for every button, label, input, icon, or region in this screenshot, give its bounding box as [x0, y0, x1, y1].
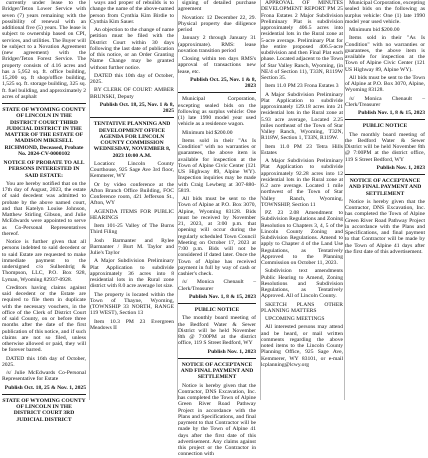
notice-paragraph: /s/ Julie McEdwards Co-Personal Representative for Estate — [2, 370, 86, 383]
publish-dates: Publish Oct. 25, Nov. 1 & 8, 2023 — [190, 76, 256, 89]
notice-paragraph: Notice is further given that all persons indebted to said decedent or to said Estate are requested to make immediate payment to the undersigned c/o Sulhenbrig & Thompson, LLC, P.O. Box 928, Lyman, Wyoming 82937-0928. — [2, 239, 86, 283]
notice-paragraph: Location: Lincoln County Courthouse, 925 Sage Ave 3rd floor, Kemmerer, WY — [90, 160, 174, 180]
notice-paragraph: Item 11.0 PM 23 Frona Estates 3 — [265, 83, 339, 90]
notice-paragraph: Creditors having claims against said decedent or the Estate are required to file them in duplicate with the necessary vouchers, in the office of the Clerk of District Court of said County, on or before three months after the date of the first publication of this notice, and if such claims are not so filed, unless otherwise allowed or paid, they will be forever barred. — [2, 284, 86, 354]
column-4 — [261, 0, 345, 400]
notice-paragraph: An objection to the change of name petition must be filed with the District Court within 30 days following the last date of publication of this notice, or an Order Granting Name Change may be granted without further notice. — [90, 27, 174, 71]
notice-separator — [345, 174, 425, 175]
notice-heading: PUBLIC NOTICE — [194, 307, 240, 313]
column-3 — [178, 0, 258, 458]
notice-paragraph: Novation: 12 December 22, 29. Physical property due diligence period — [178, 14, 256, 33]
notice-paragraph: All interested persons may attend and be heard, or mail written comments regarding the above noted items to the Lincoln County Planning Office, 925 Sage Ave, Kemmerer, WY 83101, or e-mail lcplanning@lcwy.org — [261, 324, 343, 368]
notice-paragraph: Notice is hereby given that the Contractor, DNS Excavation, Inc. has completed the Town of Alpine Green River Road Pathway Project in accordance with the Plans and Specifications, and final payment to that Contractor will be made by the Town of Alpine 41 days after the first date of this advertisement. Any claims against this project or the Contractor in connection with — [178, 382, 256, 458]
notice-separator — [2, 103, 86, 104]
notice-paragraph: ways and proper of rebuilds is to change the name of the above-named person from Cynthia Kim Birdie to Cynthia Kim Sauer. — [90, 0, 174, 25]
notice-paragraph: The monthly board meeting of the Bedford Water & Sewer District will be held November 8th @ 7:00PM at the district office, 119 S Street Bedford, WY — [345, 131, 425, 163]
notice-paragraph: All bids must be sent to the Town of Alpine at P.O. Box 3070, Alpine, Wyoming 83128. — [345, 74, 425, 94]
notice-paragraph: /s/ Monica Chenault – Clerk/Treasurer — [178, 279, 256, 292]
notice-paragraph: AGENDA ITEMS FOR PUBLIC HEARINGS — [90, 208, 174, 221]
notice-paragraph: Subdivision text amendments Public Hearing to Amend, Zoning Resolutions and Subdivision Regulations, as Tentatively Approved. All of Lincoln County. — [261, 268, 343, 300]
notice-paragraph: All bids must be sent to the Town of Alpine at P.O. Box 3070, Alpine, Wyoming 83128. Bids must be received by November 21, 2023, at 3:00 p.m. that opening will occur during the regularly scheduled Town Council Meeting on October 17, 2023 at 7:00 p.m. Bids will not be considered if dated later. Once the Town of Alpine has received payment in full by way of cash or cashier's check. — [178, 196, 256, 277]
notice-heading: NOTICE OF PROBATE TO ALL PERSONS INTERESTED IN SAID ESTATE: — [3, 160, 85, 179]
notice-paragraph: January 2 through January 31 (approximate). RMS: lease novation transition period — [178, 35, 256, 54]
notice-paragraph: Josh Barmanter and Rylee Barmanter / Burt M. Taylor and Julie's Taylor — [90, 237, 174, 256]
notice-heading: PUBLIC NOTICE — [362, 123, 408, 130]
publish-dates: Publish Nov. 1, 2023 — [207, 348, 256, 355]
notice-paragraph: Items sold in their "As Is Condition" with no warranties or guarantees, the above item is available for inspection at the Town of Alpine Civic Center (121 US Highway 89, Alpine WY). Inspection inquiries may be made with Craig Lewberg at 307-880-5819. — [178, 137, 256, 194]
publish-dates: Publish Nov. 1, 2023 — [376, 164, 425, 171]
notice-heading: NOTICE OF ACCEPTANCE AND FINAL PAYMENT AND SETTLEMENT — [348, 178, 422, 197]
notice-paragraph: You are hereby notified that on the 17th day of August, 2023, the estate of said decedent was admitted to probate by the above named court, and that Katelyn Louise Johnson, Matthew Stirling Gibson, and Julie McEdwards were appointed to serve as Co-Personal Representatives thereof. — [2, 180, 86, 237]
notice-paragraph: DATED this 16th day of October, 2025. — [2, 355, 86, 368]
notice-paragraph: Municipal Corporation, excepting sealed bids on the following as surplus vehicle: One (1) late 1990 model year used vehicle as a residence wagon. — [178, 96, 256, 128]
notice-paragraph: Minimum bid $200.00 — [182, 129, 233, 136]
notice-heading: STATE OF WYOMING COUNTY OF LINCOLN IN THE DISTRICT COURT 3RD JUDICIAL DISTRICT — [2, 397, 86, 423]
notice-paragraph: PZ 23 2.08 Amendment to Subdivision Regulations and Zoning Resolution to Chapters 3, 4, 5 of the Lincoln County Zoning and Subdivision Regulations. Amend to apply to Chapter 4 of the Land Use Regulations, as Tentatively Approved to the Planning Commission on October 11, 2023. — [261, 210, 343, 266]
notice-separator — [2, 394, 86, 395]
notice-paragraph: The property is located within the Town of Thayne, Wyoming, (TOWNSHIP 33 NORTH, RANGE 119 WEST), Section 13 — [90, 291, 174, 317]
notice-paragraph: SKETCH PLANS OTHER PLANNING MATTERS — [261, 301, 343, 314]
notice-paragraph: Item 101-25 Valley of The Burns Third Filing — [90, 223, 174, 236]
notice-paragraph: BY CLERK OF COURT: AMBER BRUNSKI, Deputy — [90, 87, 174, 100]
notice-heading: TENTATIVE PLANNING AND DEVELOPMENT OFFICE AGENDA FOR LINCOLN COUNTY COMMISSION WEDNESDAY, NOVEMBER 8, 2023 10:00 A.M. — [93, 121, 171, 159]
column-1 — [2, 0, 88, 423]
column-2 — [90, 0, 176, 400]
notice-separator — [178, 358, 256, 359]
notice-paragraph: signing of detailed purchase agreement — [178, 0, 256, 13]
notice-paragraph: Notice is hereby given that the Contractor, DNS Excavation, Inc. has completed the Town of Alpine Green River Road Pathway Project in accordance with the Plans and Specifications, and final payment to that Contractor will be made by the Town of Alpine 41 days after the first date of this advertisement. — [345, 198, 425, 255]
notice-paragraph: Item 10.3 PM 23 Evergreen Meadows II — [90, 318, 174, 331]
publish-dates: Publish Nov. 1, 8 & 15, 2023 — [189, 293, 256, 300]
notice-paragraph: currently under lease to the Bridger/Teton Lower Service with seven (7) years remaining with the possibility of renewal with an additional five (5) years. The lease is subject to ownership based on CPI, services, and utilities. The Buyer will be subject to a Novation Agreement (new agreement) with the Bridger/Teton Forest Service. The property consists of 4.16 acres and has a 5,952 sq. ft. office building, 15,200 sq. ft shop/office building, 1,525 sq. ft. storage building, 325 sq. ft. fuel building, and approximately 2 acres of asphalt — [2, 0, 86, 100]
notice-paragraph: Or by video conference at the Afton Branch Office Building, FOC Conference room, 421 Jefferson St., Afton, WY — [90, 181, 174, 207]
notice-paragraph: /s/ Monica Chenault – Clerk/Treasurer — [345, 95, 425, 108]
notice-paragraph: DATED this 10th day of October, 2025. — [90, 72, 174, 85]
notice-paragraph: A Major Subdivision Preliminary Plat Application to subdivide approximately 36 acres into 8 residential lots in the Rural zone district with 8.0 acre average lot size. — [90, 258, 174, 290]
publish-dates: Publish Oct. 18, 25, Nov. 1 & 8, 2025 — [99, 101, 174, 114]
notice-paragraph: A Major Subdivision Preliminary Plat Application to subdivide approximately 129.18 acres into 21 residential lots in the Rural zone at 5.93 acre average, Located 2.25 miles northeast of the Town of Star Valley Ranch, Wyoming, T32N, R118W, Section 1, T33N, R119W. — [261, 91, 343, 142]
notice-paragraph: Items sold in their "As Is Condition" with no warranties or guarantees, the above item is available for inspection at the Town of Alpine Civic Center (121 US Highway 89, Alpine WY). — [345, 35, 425, 73]
notice-paragraph: Minimum bid $200.00 — [349, 27, 400, 33]
publish-dates: Publish Nov. 1, 8 & 15, 2023 — [358, 110, 425, 116]
notice-separator — [90, 117, 174, 118]
notice-paragraph: UPCOMING MEETINGS — [265, 316, 325, 322]
notice-separator — [345, 119, 425, 120]
notice-paragraph: Closing within ten days RMS's approval of transactions new lease, etc. — [178, 56, 256, 75]
column-5 — [345, 0, 427, 400]
notice-separator — [178, 92, 256, 93]
publish-dates: Publish Oct. 18, 25 & Nov. 1, 2025 — [4, 384, 86, 391]
notice-paragraph: APPROVAL OF MINUTES DEVELOPMENT REPORT PM 25 Frona Estates 2 Major Subdivision Preliminary Plat is subdivision approximately 406.5 acres into residential lots in the Rural zone at 5-acre average. Preliminary Plat for the entire proposed 406.5-acre subdivision and then Final Plat each phase. Located adjacent to the Town of Star Valley Ranch, Wyoming, (in NE/4 of Section 11), T33N, R119W Section 35. — [261, 0, 343, 81]
notice-paragraph: A Major Subdivision Preliminary Plat Application to subdivide approximately 92.28 acres into 12 residential lots in the Rural zone at 6.2 acre average. Located 1 mile northwest of the Town of Star Valley Ranch, Wyoming, TOWNSHIP, Section 11 — [261, 158, 343, 208]
notice-paragraph: The monthly board meeting of the Bedford Water & Sewer District will be held November 8th @ 7:00PM at the district office, 119 S Street Bedford, WY — [178, 315, 256, 347]
notice-separator — [178, 303, 256, 304]
notice-heading: STATE OF WYOMING COUNTY OF LINCOLN IN THE DISTRICT COURT THIRD JUDICIAL DISTRICT IN THE MATTER OF THE ESTATE OF MADISON MIKESELL RICHMOND, Deceased, Probate No. 2024-CV-0000102 — [2, 107, 86, 157]
notice-heading: NOTICE OF ACCEPTANCE AND FINAL PAYMENT AND SETTLEMENT — [180, 361, 254, 381]
notice-paragraph: Municipal Corporation, excepting sealed bids on the following as surplus vehicle: One (1) late 1990 model year used vehicle. — [345, 0, 425, 25]
notice-paragraph: Item 11.0 PM 23 Tetra Hills Estates — [261, 143, 343, 156]
